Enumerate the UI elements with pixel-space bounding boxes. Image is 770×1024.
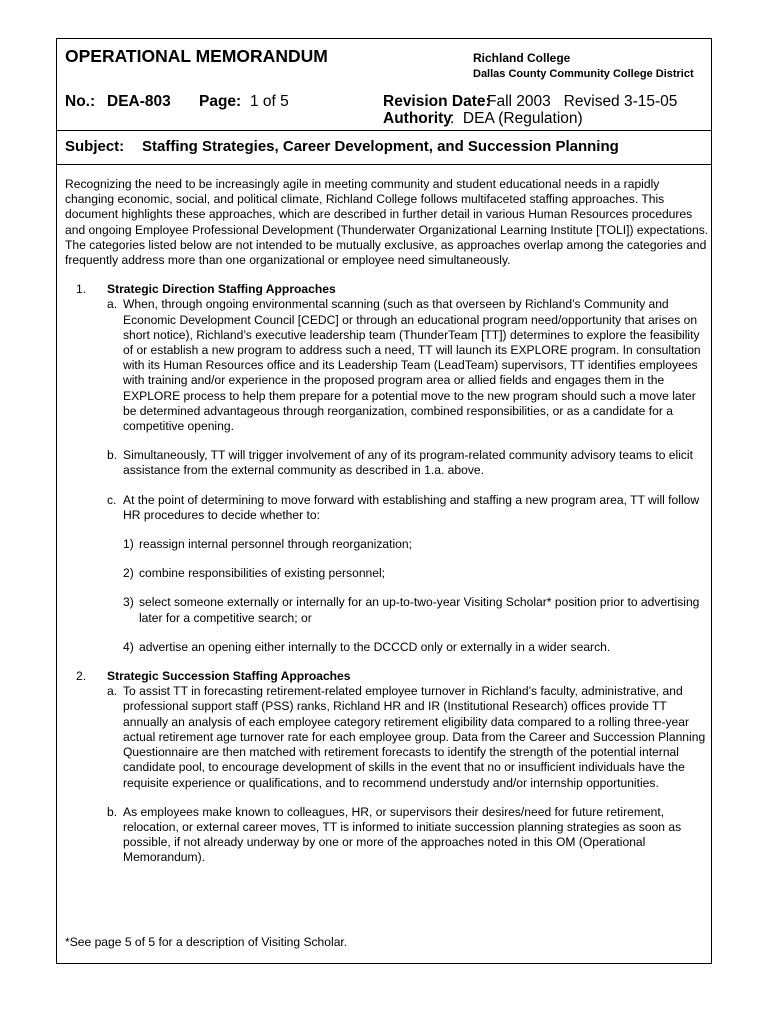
subject-label: Subject: (65, 138, 125, 155)
subject-value: Staffing Strategies, Career Development, and Succession Planning (142, 138, 619, 155)
item-letter: a. (107, 297, 118, 312)
number-value: DEA-803 (107, 93, 171, 110)
memo-body (65, 177, 709, 866)
header-divider (57, 130, 711, 131)
page-value: 1 of 5 (250, 93, 289, 110)
authority-value: : DEA (Regulation) (450, 110, 583, 127)
list-item (107, 493, 709, 655)
sub-item-number: 4) (123, 639, 134, 654)
college-name: Richland College (473, 51, 571, 65)
section-2 (65, 669, 709, 865)
sub-item-text: advertise an opening either internally to the DCCCD only or externally in a wider search. (139, 639, 611, 654)
list-item (107, 297, 709, 434)
footnote: *See page 5 of 5 for a description of Visiting Scholar. (65, 935, 348, 949)
sub-item-number: 2) (123, 566, 134, 581)
sub-item (123, 595, 709, 625)
list-item (107, 448, 709, 478)
sub-item-text: combine responsibilities of existing personnel; (139, 566, 386, 581)
list-item (107, 805, 709, 866)
revision-label: Revision Date: (383, 93, 491, 110)
revision-value: Fall 2003 Revised 3-15-05 (487, 93, 678, 110)
item-text: As employees make known to colleagues, HR, or supervisors their desires/need for future retirement, relocation, or external career moves, TT is informed to initiate succession planning strategies as soon as possible, if not already underway by one or more of the approaches noted in this OM (Operational Memorandum). (123, 804, 682, 865)
item-letter: c. (107, 492, 117, 507)
item-text: Simultaneously, TT will trigger involvement of any of its program-related community advisory teams to elicit assistance from the external community as described in 1.a. above. (123, 448, 693, 478)
sub-item-number: 3) (123, 595, 134, 610)
item-letter: b. (107, 804, 118, 819)
memo-header (57, 39, 711, 165)
section-1 (65, 282, 709, 655)
intro-paragraph: Recognizing the need to be increasingly agile in meeting community and student educational needs in a rapidly changing economic, social, and political climate, Richland College follows multifaceted staffing approaches. This document highlights these approaches, which are described in further detail in various Human Resources procedures and ongoing Employee Professional Development (Thunderwater Organizational Learning Institute [TOLI]) expectations. The categories listed below are not intended to be mutually exclusive, as approaches overlap among the categories and frequently address more than one organizational or employee need simultaneously. (65, 177, 709, 268)
item-text: To assist TT in forecasting retirement-related employee turnover in Richland’s faculty, administrative, and professional support staff (PSS) ranks, Richland HR and IR (Institutional Research) offices provide TT annually an analysis of each employee category retirement eligibility data compared to a rolling three-year actual retirement age turnover rate for each employee group. Data from the Career and Succession Planning Questionnaire are then matched with retirement forecasts to identify the strength of the potential internal candidate pool, to encourage development of skills in the event that no or insufficient individuals have the requisite experience or qualifications, and to recommend understudy and/or internship opportunities. (123, 684, 706, 790)
item-text: When, through ongoing environmental scanning (such as that overseen by Richland’s Community and Economic Development Council [CEDC] or through an educational program need/opportunity that arises on short notice), Richland’s executive leadership team (ThunderTeam [TT]) determines to explore the feasibility of or establish a new program to address such a need, TT will launch its EXPLORE program. In consultation with its Human Resources office and its Leadership Team (LeadTeam) supervisors, TT identifies employees with training and/or experience in the proposed program area or allied fields and engages them in the EXPLORE process to help them prepare for a potential move to the new program should such a move later be determined advantageous through reorganization, combined responsibilities, or as a candidate for a competitive opening. (123, 297, 701, 434)
sub-item-text: select someone externally or internally for an up-to-two-year Visiting Scholar* position prior to advertising later for a competitive search; or (139, 595, 700, 625)
section-number: 1. (76, 282, 87, 297)
section-heading: Strategic Succession Staffing Approaches (107, 669, 351, 684)
page-label: Page: (199, 93, 242, 110)
memo-frame (56, 38, 712, 964)
sub-item-text: reassign internal personnel through reorganization; (139, 537, 412, 552)
section-number: 2. (76, 669, 87, 684)
item-letter: a. (107, 684, 118, 699)
sub-item-number: 1) (123, 537, 134, 552)
list-item (107, 684, 709, 790)
number-label: No.: (65, 93, 96, 110)
sub-item (123, 537, 709, 552)
authority-label: Authority (383, 110, 452, 127)
section-heading: Strategic Direction Staffing Approaches (107, 282, 336, 297)
district-name: Dallas County Community College District (473, 68, 694, 80)
item-letter: b. (107, 448, 118, 463)
memo-title: OPERATIONAL MEMORANDUM (65, 46, 328, 66)
sub-item (123, 640, 709, 655)
sub-item (123, 566, 709, 581)
item-text: At the point of determining to move forward with establishing and staffing a new program area, TT will follow HR procedures to decide whether to: (123, 492, 700, 522)
